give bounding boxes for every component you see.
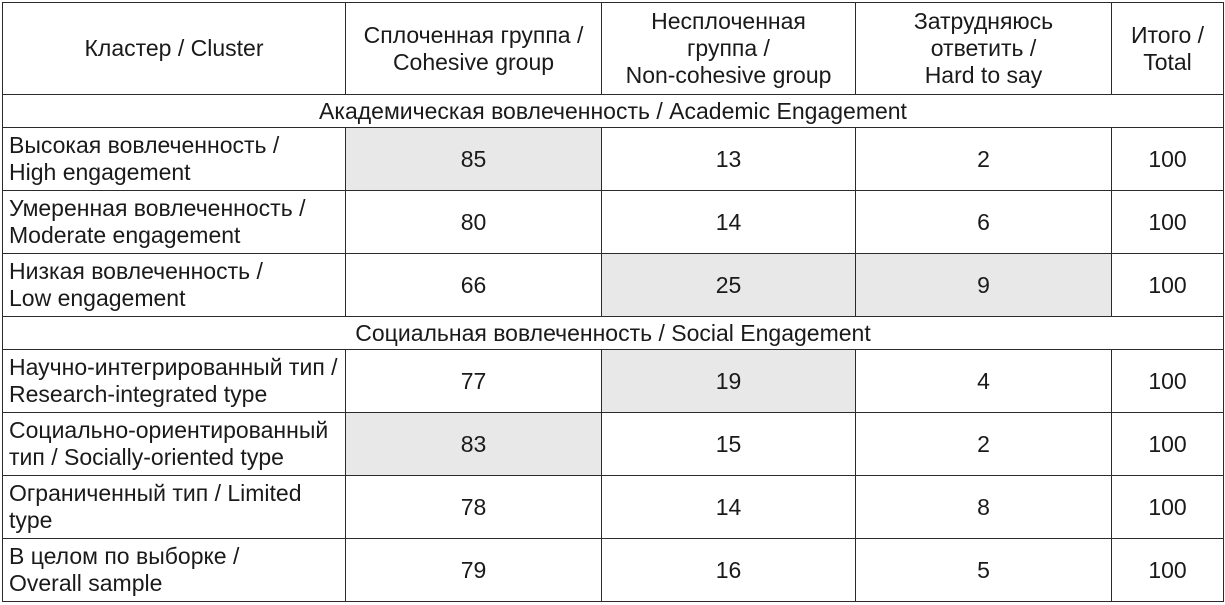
non-cohesive-value: 13: [602, 128, 856, 191]
header-cohesive-group-line-1: Сплоченная группа /: [363, 21, 584, 48]
section-row: [3, 95, 1224, 128]
table-row: [3, 539, 1224, 602]
row-label-line-1: Научно-интегрированный тип /: [9, 354, 338, 380]
header-cluster-line-1: Кластер / Cluster: [84, 35, 264, 61]
header-non-cohesive-group-line-3: Non-cohesive group: [625, 62, 832, 88]
non-cohesive-value: 19: [602, 350, 856, 413]
header-non-cohesive-group-line-1: Несплоченная: [651, 8, 806, 34]
hard-to-say-value: 9: [856, 254, 1112, 317]
row-label-line-1: Низкая вовлеченность /: [9, 258, 263, 284]
section-title: Социальная вовлеченность / Social Engagement: [3, 317, 1224, 350]
row-label-line-1: Социально-ориентированный: [9, 417, 329, 443]
header-cohesive-group: [346, 3, 602, 95]
header-total-line-1: Итого /: [1130, 21, 1205, 48]
table-row: [3, 254, 1224, 317]
non-cohesive-value: 25: [602, 254, 856, 317]
engagement-cohesion-table: [2, 2, 1224, 602]
hard-to-say-value: 4: [856, 350, 1112, 413]
header-cohesive-group-line-2: Cohesive group: [392, 48, 555, 75]
header-total-line-2: Total: [1143, 48, 1192, 75]
table-row: [3, 350, 1224, 413]
cohesive-value: 85: [346, 128, 602, 191]
row-label-line-2: тип / Socially-oriented type: [9, 444, 284, 470]
header-hard-to-say-line-3: Hard to say: [924, 62, 1043, 88]
header-row: [3, 3, 1224, 95]
row-label-line-1: Высокая вовлеченность /: [9, 132, 280, 158]
header-total: [1112, 3, 1224, 95]
row-label-line-1: Умеренная вовлеченность /: [9, 195, 306, 221]
hard-to-say-value: 2: [856, 128, 1112, 191]
hard-to-say-value: 2: [856, 413, 1112, 476]
table-row: [3, 476, 1224, 539]
total-value: 100: [1112, 350, 1224, 413]
cohesive-value: 66: [346, 254, 602, 317]
total-value: 100: [1112, 539, 1224, 602]
non-cohesive-value: 15: [602, 413, 856, 476]
total-value: 100: [1112, 413, 1224, 476]
section-row: [3, 317, 1224, 350]
table-row: [3, 191, 1224, 254]
row-label-line-2: Overall sample: [9, 570, 163, 596]
header-non-cohesive-group: [602, 3, 856, 95]
header-non-cohesive-group-line-2: группа /: [687, 35, 770, 61]
non-cohesive-value: 16: [602, 539, 856, 602]
table-row: [3, 413, 1224, 476]
row-label: [3, 128, 346, 191]
cohesive-value: 78: [346, 476, 602, 539]
cohesive-value: 79: [346, 539, 602, 602]
non-cohesive-value: 14: [602, 476, 856, 539]
row-label: [3, 476, 346, 539]
total-value: 100: [1112, 254, 1224, 317]
total-value: 100: [1112, 128, 1224, 191]
hard-to-say-value: 8: [856, 476, 1112, 539]
cohesive-value: 83: [346, 413, 602, 476]
header-cluster: [3, 3, 346, 95]
row-label: [3, 539, 346, 602]
table-header: [3, 3, 1224, 95]
row-label-line-1: В целом по выборке /: [9, 543, 240, 569]
table-body: [3, 95, 1224, 602]
hard-to-say-value: 5: [856, 539, 1112, 602]
total-value: 100: [1112, 191, 1224, 254]
section-title: Академическая вовлеченность / Academic Engagement: [3, 95, 1224, 128]
row-label-line-2: High engagement: [9, 159, 191, 185]
header-hard-to-say-line-1: Затрудняюсь: [913, 8, 1054, 34]
non-cohesive-value: 14: [602, 191, 856, 254]
cohesive-value: 80: [346, 191, 602, 254]
header-hard-to-say: [856, 3, 1112, 95]
hard-to-say-value: 6: [856, 191, 1112, 254]
row-label-line-2: Low engagement: [9, 285, 186, 311]
row-label: [3, 254, 346, 317]
row-label-line-2: type: [9, 507, 53, 533]
row-label: [3, 350, 346, 413]
table-row: [3, 128, 1224, 191]
total-value: 100: [1112, 476, 1224, 539]
header-hard-to-say-line-2: ответить /: [930, 35, 1037, 61]
row-label: [3, 191, 346, 254]
row-label: [3, 413, 346, 476]
cohesive-value: 77: [346, 350, 602, 413]
row-label-line-2: Moderate engagement: [9, 222, 241, 248]
row-label-line-2: Research-integrated type: [9, 381, 268, 407]
row-label-line-1: Ограниченный тип / Limited: [9, 480, 302, 506]
